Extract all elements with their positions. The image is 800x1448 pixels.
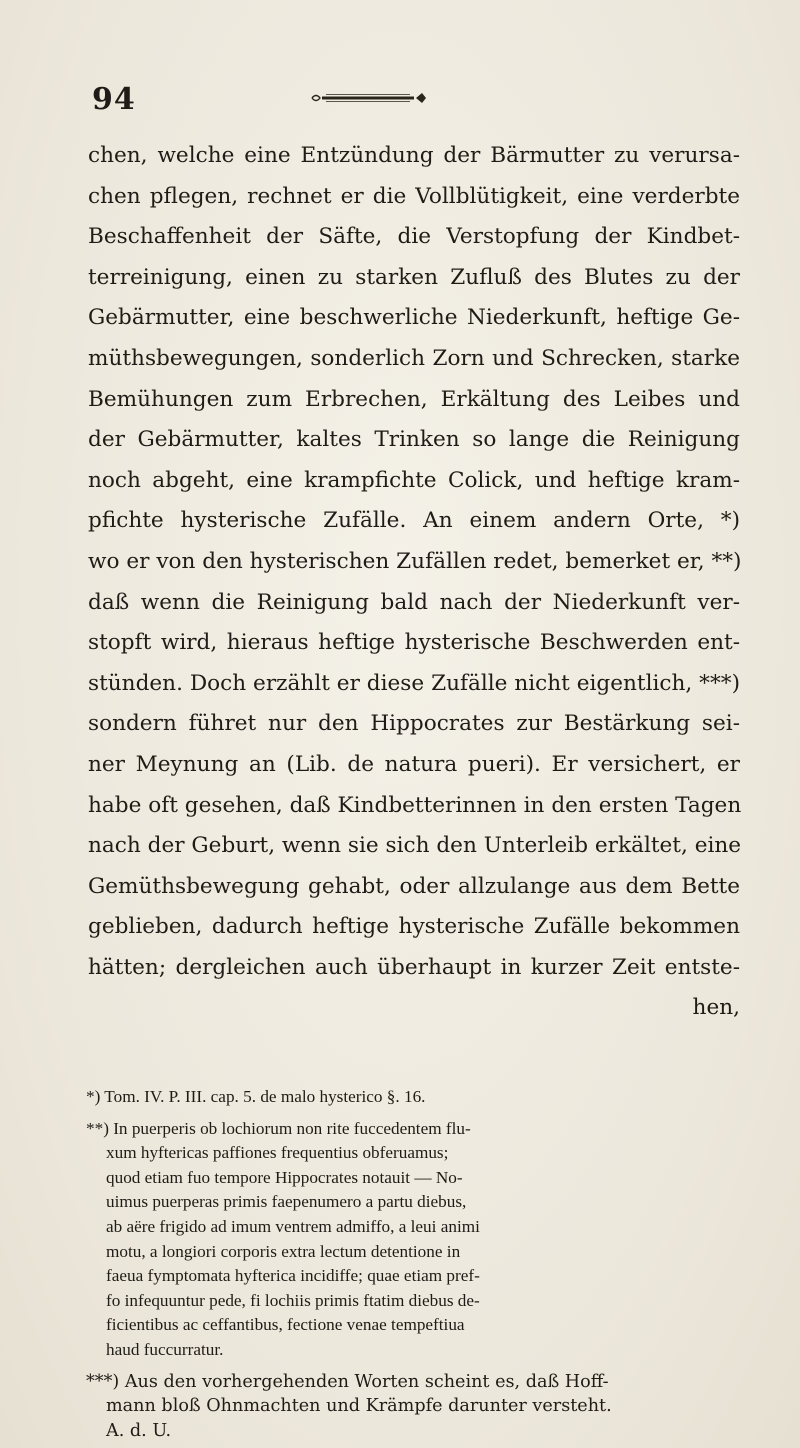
page-header (92, 82, 732, 122)
body-line: daß wenn die Reinigung bald nach der Niederkunft ver- (88, 589, 740, 615)
footnotes (86, 1085, 748, 1443)
body-line: ner Meynung an (Lib. de natura pueri). Er versichert, er (88, 751, 740, 777)
header-rule-ornament (310, 92, 428, 104)
body-line: geblieben, dadurch heftige hysterische Zufälle bekommen (88, 914, 740, 940)
body-text (88, 136, 740, 1029)
footnote-3-line: mann bloß Ohnmachten und Krämpfe darunter versteht. (106, 1396, 612, 1417)
footnote-2 (86, 1117, 748, 1363)
body-line: noch abgeht, eine krampfichte Colick, und heftige kram- (88, 467, 740, 493)
body-line: wo er von den hysterischen Zufällen redet, bemerket er, **) (88, 548, 742, 574)
body-line: stopft wird, hieraus heftige hysterische Beschwerden ent- (88, 630, 740, 656)
body-line: Bemühungen zum Erbrechen, Erkältung des Leibes und (88, 386, 740, 412)
footnote-2-line: xum hyftericas paffiones frequentius obferuamus; (106, 1143, 449, 1163)
body-line: chen, welche eine Entzündung der Bärmutter zu verursa- (88, 143, 740, 168)
footnote-2-line: **) In puerperis ob lochiorum non rite fuccedentem flu- (86, 1118, 471, 1138)
footnote-1: *) Tom. IV. P. III. cap. 5. de malo hysterico §. 16. (86, 1087, 426, 1106)
body-line: stünden. Doch erzählt er diese Zufälle nicht eigentlich, ***) (88, 670, 740, 696)
footnote-2-line: uimus puerperas primis faepenumero a partu diebus, (106, 1192, 467, 1212)
body-line: müthsbewegungen, sonderlich Zorn und Schrecken, starke (88, 345, 740, 371)
footnote-2-line: faeua fymptomata hyfterica incidiffe; quae etiam pref- (106, 1266, 480, 1286)
footnote-2-line: ficientibus ac ceffantibus, fectione venae tempeftiua (106, 1315, 465, 1335)
body-line: Gebärmutter, eine beschwerliche Niederkunft, heftige Ge- (88, 305, 740, 331)
footnote-2-line: ab aëre frigido ad imum ventrem admiffo, a leui animi (106, 1216, 480, 1236)
body-line: der Gebärmutter, kaltes Trinken so lange die Reinigung (88, 427, 740, 453)
page-number: 94 (92, 82, 136, 117)
footnote-2-line: fo infequuntur pede, fi lochiis primis ftatim diebus de- (106, 1290, 480, 1310)
body-line: Gemüthsbewegung gehabt, oder allzulange aus dem Bette (88, 873, 740, 899)
body-line: chen pflegen, rechnet er die Vollblütigkeit, eine verderbte (88, 183, 740, 209)
footnote-2-line: motu, a longiori corporis extra lectum detentione in (106, 1241, 461, 1261)
body-line: nach der Geburt, wenn sie sich den Unterleib erkältet, eine (88, 833, 742, 859)
body-line: Beschaffenheit der Säfte, die Verstopfung der Kindbet- (88, 224, 740, 250)
body-line: habe oft gesehen, daß Kindbetterinnen in den ersten Tagen (88, 792, 742, 818)
body-line: pfichte hysterische Zufälle. An einem andern Orte, *) (88, 508, 740, 534)
footnote-3-line: ***) Aus den vorhergehenden Worten scheint es, daß Hoff- (86, 1371, 609, 1392)
body-line: terreinigung, einen zu starken Zufluß des Blutes zu der (88, 264, 740, 290)
body-line: sondern führet nur den Hippocrates zur Bestärkung sei- (88, 711, 740, 737)
body-line: hätten; dergleichen auch überhaupt in kurzer Zeit entste- (88, 954, 740, 980)
body-line-catchword: hen, (692, 995, 740, 1021)
footnote-3 (86, 1370, 748, 1444)
footnote-3-line: A. d. U. (106, 1420, 172, 1441)
footnote-2-line: quod etiam fuo tempore Hippocrates notauit — No- (106, 1167, 463, 1187)
footnote-2-line: haud fuccurratur. (106, 1339, 224, 1359)
